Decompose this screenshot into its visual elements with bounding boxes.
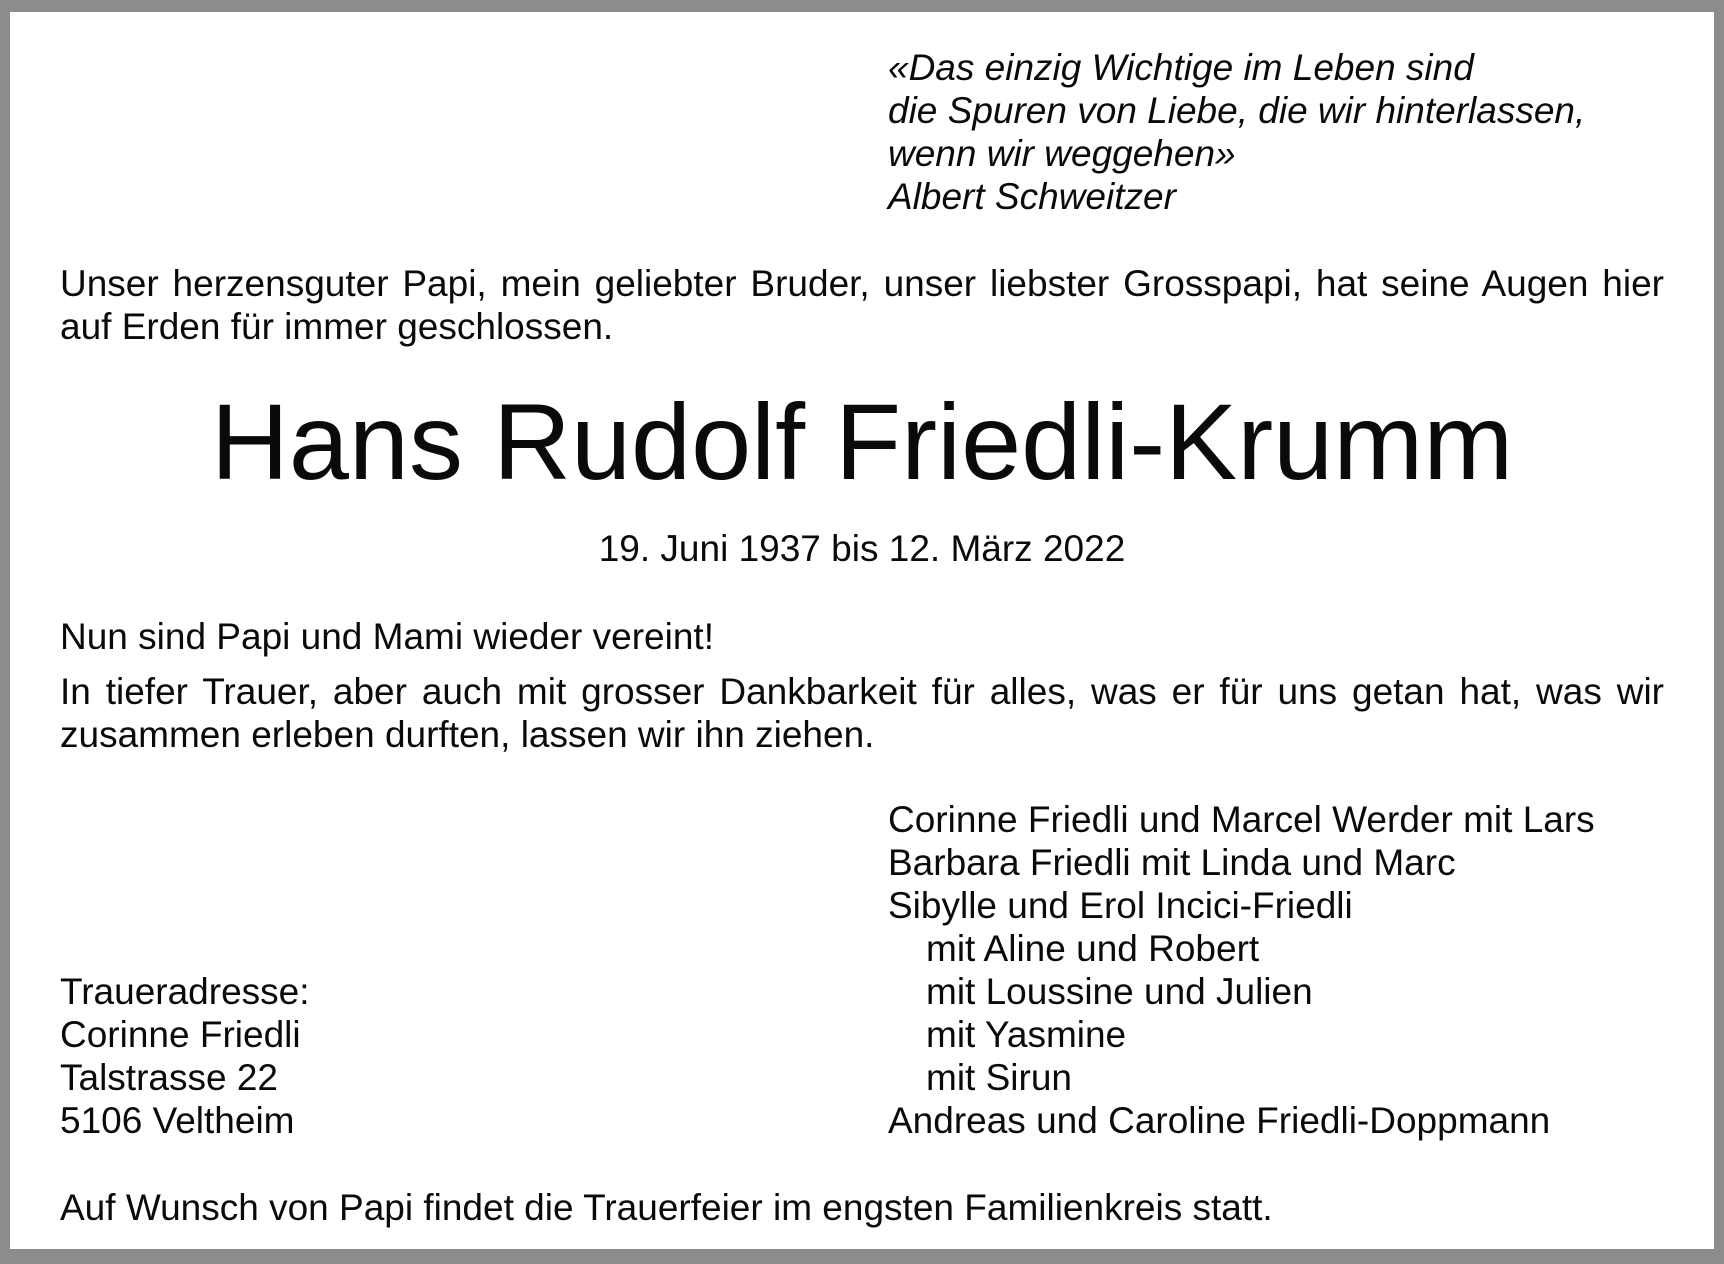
family-member-child: mit Aline und Robert bbox=[926, 928, 1260, 969]
quote-author: Albert Schweitzer bbox=[888, 176, 1176, 217]
address-label: Traueradresse: bbox=[60, 971, 310, 1012]
quote-line: die Spuren von Liebe, die wir hinterlassen, bbox=[888, 90, 1586, 131]
mourning-address bbox=[60, 970, 310, 1142]
address-street: Talstrasse 22 bbox=[60, 1057, 278, 1098]
quote-line: «Das einzig Wichtige im Leben sind bbox=[888, 47, 1474, 88]
address-city: 5106 Veltheim bbox=[60, 1100, 295, 1141]
epigraph-quote bbox=[888, 46, 1585, 218]
family-member: Corinne Friedli und Marcel Werder mit Lars bbox=[888, 799, 1595, 840]
life-dates: 19. Juni 1937 bis 12. März 2022 bbox=[598, 528, 1126, 569]
family-member-child: mit Sirun bbox=[926, 1057, 1072, 1098]
intro-paragraph: Unser herzensguter Papi, mein geliebter Bruder, unser liebster Grosspapi, hat seine Augen hier auf Erden für immer geschlossen. bbox=[60, 263, 1664, 347]
family-member: Barbara Friedli mit Linda und Marc bbox=[888, 842, 1456, 883]
address-name: Corinne Friedli bbox=[60, 1014, 301, 1055]
quote-line: wenn wir weggehen» bbox=[888, 133, 1236, 174]
closing-note: Auf Wunsch von Papi findet die Trauerfeier im engsten Familienkreis statt. bbox=[60, 1187, 1273, 1228]
family-member-child: mit Loussine und Julien bbox=[926, 971, 1313, 1012]
family-member-child: mit Yasmine bbox=[926, 1014, 1127, 1055]
grief-paragraph: In tiefer Trauer, aber auch mit grosser Dankbarkeit für alles, was er für uns getan hat, was wir zusammen erleben durften, lassen wir ihn ziehen. bbox=[60, 671, 1664, 755]
family-member: Andreas und Caroline Friedli-Doppmann bbox=[888, 1100, 1551, 1141]
reunited-line: Nun sind Papi und Mami wieder vereint! bbox=[60, 616, 714, 657]
family-list bbox=[888, 798, 1595, 1142]
family-member: Sibylle und Erol Incici-Friedli bbox=[888, 885, 1353, 926]
deceased-name: Hans Rudolf Friedli-Krumm bbox=[210, 381, 1514, 502]
obituary-page bbox=[10, 12, 1714, 1249]
